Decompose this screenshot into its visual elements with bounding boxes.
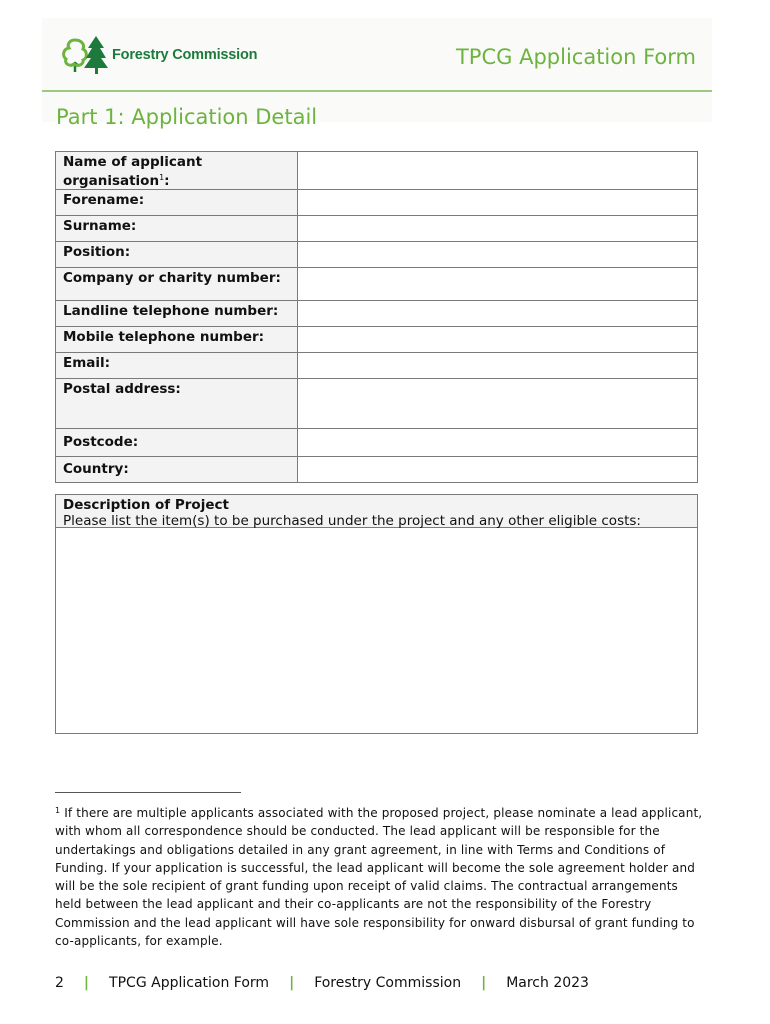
forestry-commission-logo xyxy=(58,32,257,78)
footnote xyxy=(55,802,705,950)
table-row xyxy=(56,429,698,457)
table-row xyxy=(56,216,698,242)
footnote-ref[interactable]: 1 xyxy=(159,173,165,182)
project-description-input[interactable] xyxy=(56,528,697,731)
page-footer xyxy=(55,975,589,991)
field-label: Company or charity number: xyxy=(56,268,298,301)
country-input[interactable] xyxy=(298,457,698,483)
footnote-text: If there are multiple applicants associated with the proposed project, please nominate a lead applicant, with whom all correspondence should be conducted. The lead applicant will be responsible for the undertakings and obligations detailed in any grant agreement, in line with Terms and Conditions of Funding. If your application is successful, the lead applicant will become the sole agreement holder and will be the sole recipient of grant funding upon receipt of valid claims. The contractual arrangements held between the lead applicant and their co-applicants are not the responsibility of the Forestry Commission and the lead applicant will have sole responsibility for onward disbursal of grant funding to co-applicants, for example. xyxy=(55,806,703,949)
landline-input[interactable] xyxy=(298,301,698,327)
logo-text: Forestry Commission xyxy=(112,47,258,63)
field-label: Postcode: xyxy=(56,429,298,457)
table-row xyxy=(56,190,698,216)
field-label: Forename: xyxy=(56,190,298,216)
project-description-header xyxy=(56,495,697,528)
postcode-input[interactable] xyxy=(298,429,698,457)
footer-separator: | xyxy=(289,975,295,991)
table-row xyxy=(56,457,698,483)
surname-input[interactable] xyxy=(298,216,698,242)
email-input[interactable] xyxy=(298,353,698,379)
project-description-title: Description of Project xyxy=(63,497,229,513)
page-number: 2 xyxy=(55,975,64,991)
header-divider xyxy=(42,90,712,92)
mobile-input[interactable] xyxy=(298,327,698,353)
forename-input[interactable] xyxy=(298,190,698,216)
field-label: Postal address: xyxy=(56,379,298,429)
document-title: TPCG Application Form xyxy=(455,45,696,69)
table-row xyxy=(56,379,698,429)
applicant-details-table xyxy=(55,151,698,483)
table-row xyxy=(56,268,698,301)
footnote-number: 1 xyxy=(55,806,61,815)
table-row xyxy=(56,353,698,379)
table-row xyxy=(56,152,698,190)
table-row xyxy=(56,301,698,327)
footer-date: March 2023 xyxy=(506,975,589,991)
footer-separator: | xyxy=(481,975,487,991)
postal-address-input[interactable] xyxy=(298,379,698,429)
field-label: Mobile telephone number: xyxy=(56,327,298,353)
project-description-box xyxy=(55,494,698,734)
table-row xyxy=(56,327,698,353)
position-input[interactable] xyxy=(298,242,698,268)
applicant-organisation-input[interactable] xyxy=(298,152,698,190)
footer-separator: | xyxy=(83,975,90,991)
project-description-instruction: Please list the item(s) to be purchased under the project and any other eligible costs: xyxy=(63,513,641,529)
field-label: Name of applicant organisation$^1$: xyxy=(56,152,298,190)
field-label: Surname: xyxy=(56,216,298,242)
footnote-divider xyxy=(55,792,241,793)
field-label: Landline telephone number: xyxy=(56,301,298,327)
footer-doc-title: TPCG Application Form xyxy=(109,975,270,991)
table-row xyxy=(56,242,698,268)
field-label: Email: xyxy=(56,353,298,379)
company-charity-number-input[interactable] xyxy=(298,268,698,301)
field-label: Country: xyxy=(56,457,298,483)
section-title: Part 1: Application Detail xyxy=(56,105,318,129)
field-label: Position: xyxy=(56,242,298,268)
tree-logo-icon xyxy=(58,32,108,78)
footer-organisation: Forestry Commission xyxy=(314,975,462,991)
